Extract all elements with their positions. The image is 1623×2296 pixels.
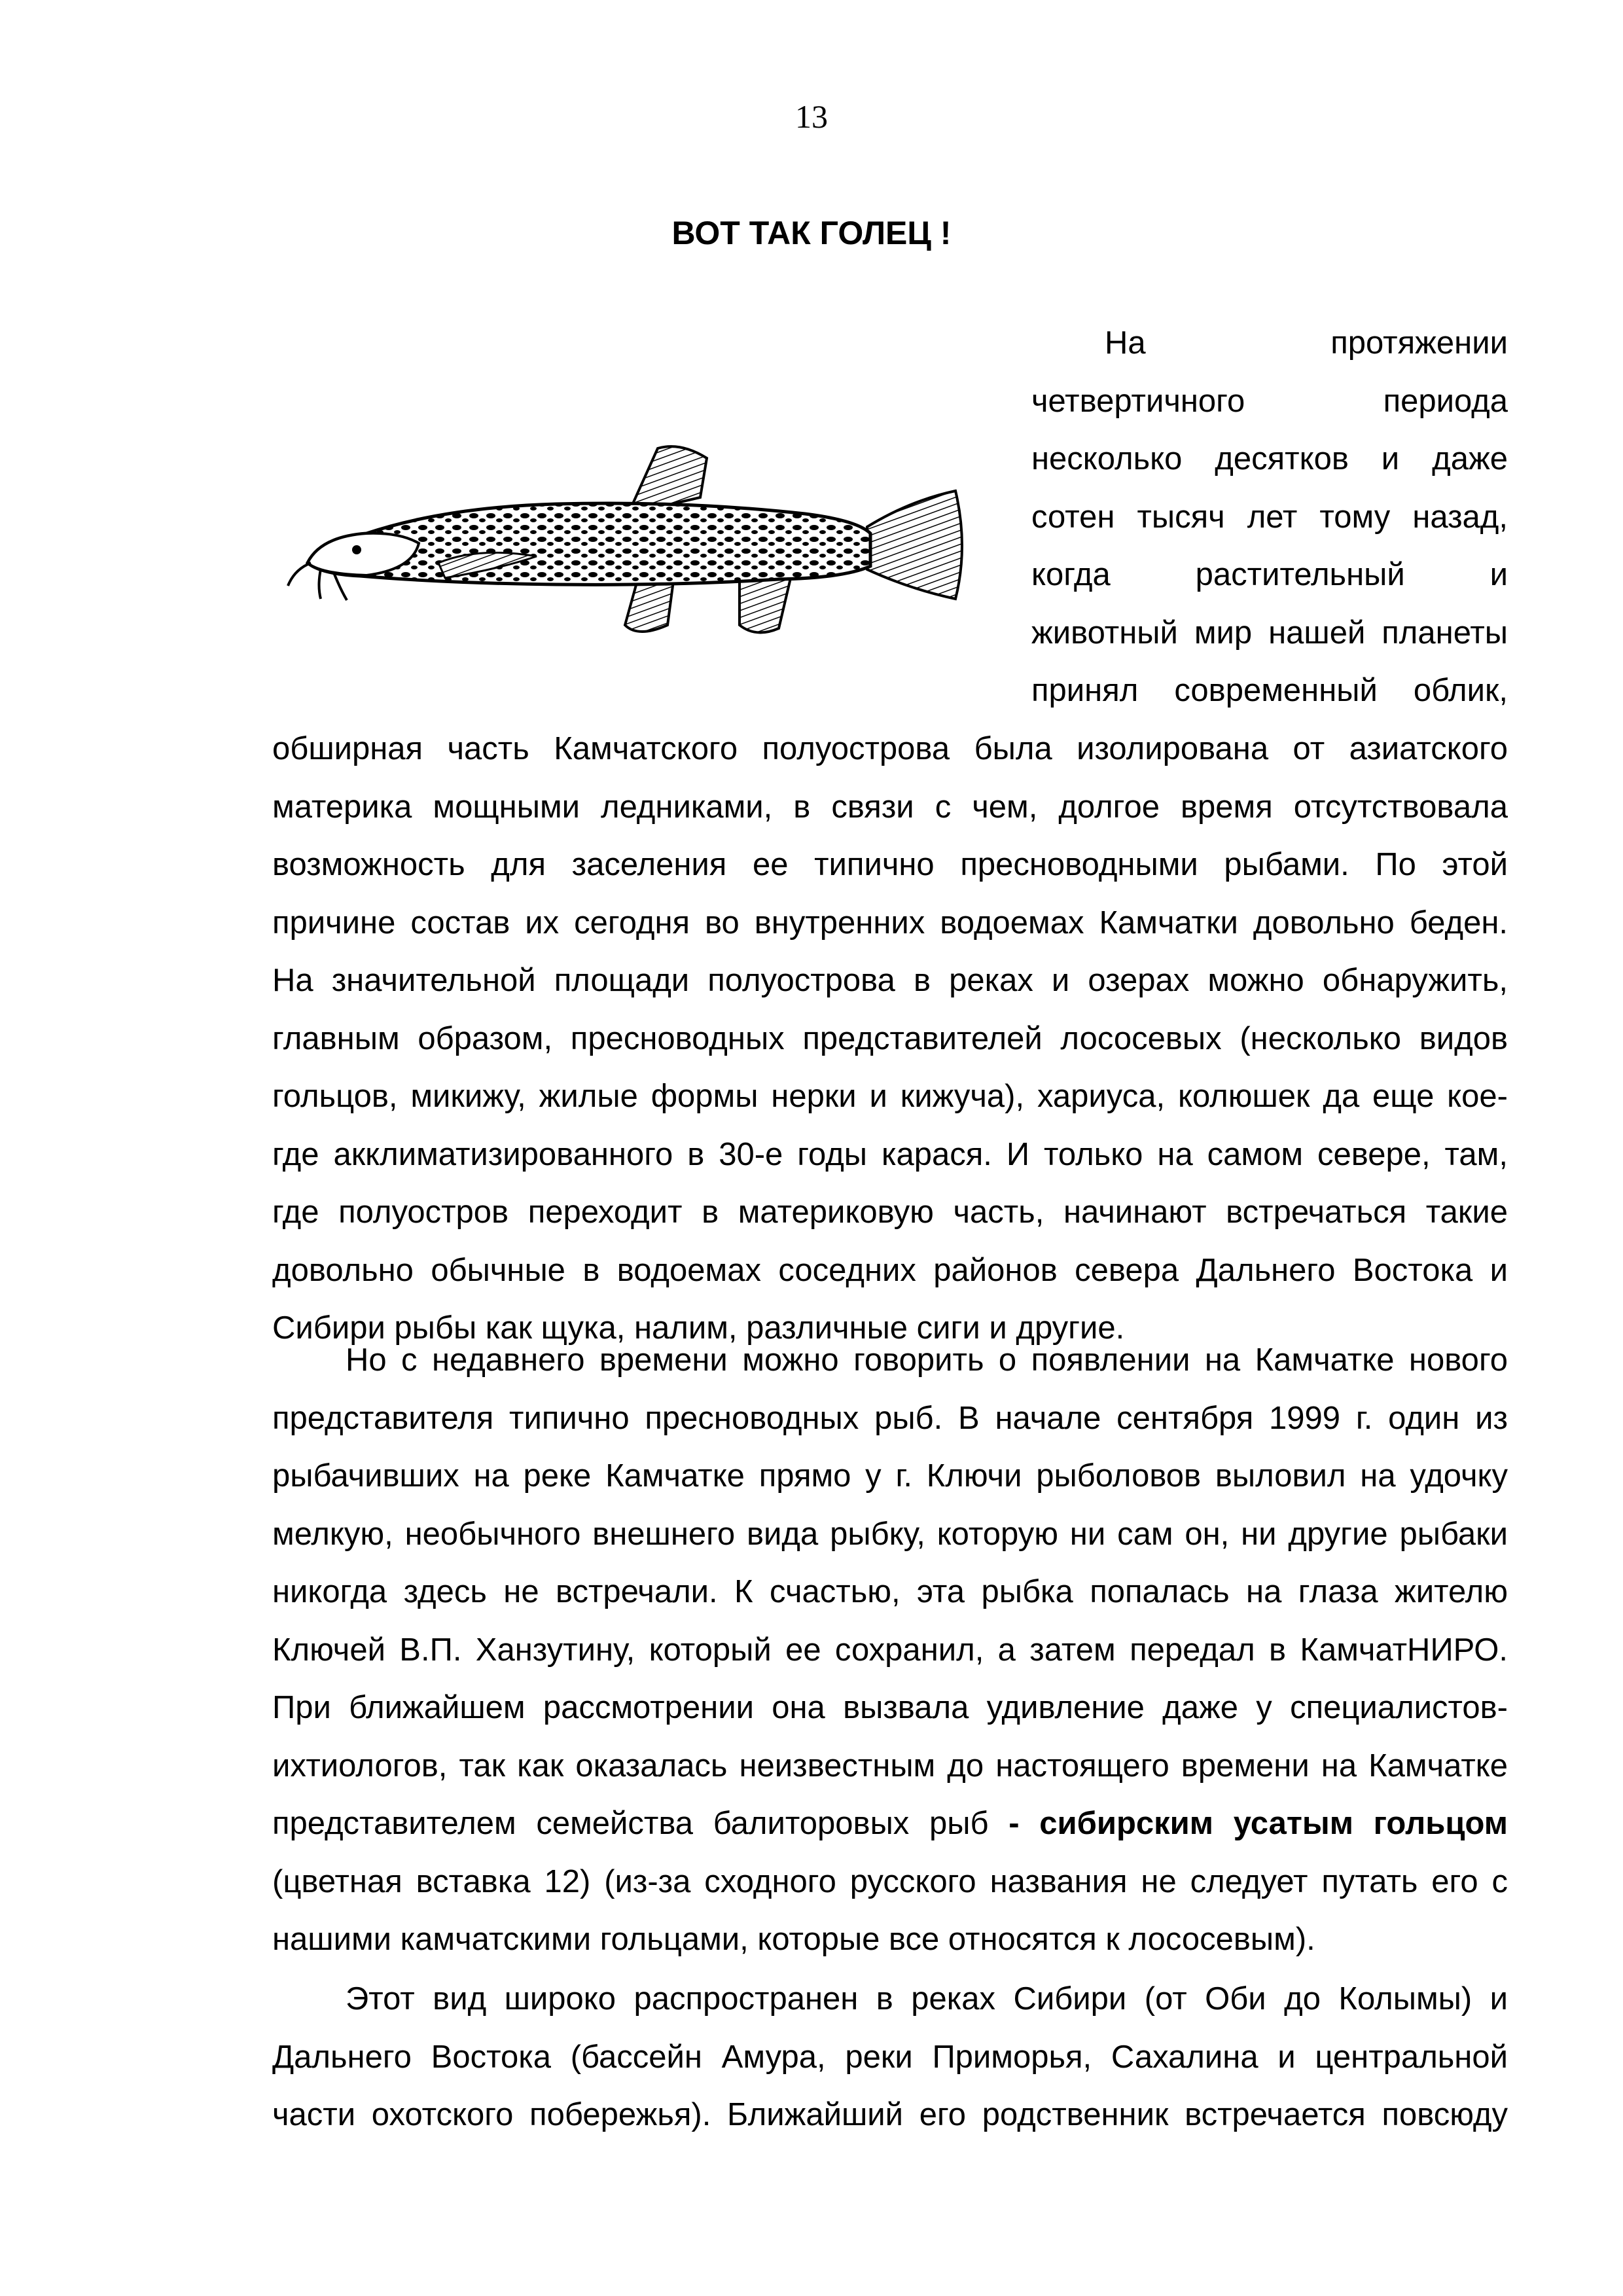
paragraph-1-wrapped-intro (1031, 314, 1508, 720)
text-line: части охотского побережья). Ближайший его родственник встречается повсюду (272, 2097, 1508, 2132)
text-line: При ближайшем рассмотрении она вызвала удивление даже у специалистов- (272, 1690, 1508, 1725)
text-line: (цветная вставка 12) (из-за сходного русского названия не следует путать его с (272, 1863, 1508, 1899)
species-name-bold: - сибирским усатым гольцом (1008, 1806, 1508, 1841)
text-segment: представителем семейства балиторовых рыб (272, 1806, 1009, 1841)
text-line: когда растительный и (1031, 557, 1508, 592)
text-line: гольцов, микижу, жилые формы нерки и кижуча), хариуса, колюшек да еще кое- (272, 1079, 1508, 1114)
text-line: Сибири рыбы как щука, налим, различные сиги и другие. (272, 1310, 1125, 1346)
page-number: 13 (795, 98, 828, 135)
text-line: обширная часть Камчатского полуострова была изолирована от азиатского (272, 731, 1508, 766)
text-line: Этот вид широко распространен в реках Сибири (от Оби до Колымы) и (346, 1981, 1508, 2017)
text-line: несколько десятков и даже (1031, 441, 1508, 476)
text-line: мелкую, необычного внешнего вида рыбку, которую ни сам он, ни другие рыбаки (272, 1516, 1508, 1552)
text-line: сотен тысяч лет тому назад, (1031, 499, 1508, 535)
text-line: На значительной площади полуострова в реках и озерах можно обнаружить, (272, 963, 1508, 998)
text-line: причине состав их сегодня во внутренних водоемах Камчатки довольно беден. (272, 905, 1508, 941)
text-line: где полуостров переходит в материковую часть, начинают встречаться такие (272, 1194, 1508, 1230)
text-line: животный мир нашей планеты (1031, 615, 1508, 651)
text-line: довольно обычные в водоемах соседних районов севера Дальнего Востока и (272, 1252, 1508, 1288)
text-line: Дальнего Востока (бассейн Амура, реки Приморья, Сахалина и центральной (272, 2039, 1508, 2075)
text-line: Но с недавнего времени можно говорить о появлении на Камчатке нового (346, 1342, 1508, 1378)
text-line: четвертичного периода (1031, 383, 1508, 419)
text-line: Ключей В.П. Ханзутину, который ее сохранил, а затем передал в КамчатНИРО. (272, 1632, 1508, 1668)
paragraph-2 (272, 1331, 1508, 1969)
paragraph-1-body (272, 720, 1508, 1357)
text-line: никогда здесь не встречали. К счастью, эта рыбка попалась на глаза жителю (272, 1574, 1508, 1609)
text-line-with-bold (272, 1795, 1508, 1853)
text-line: рыбачивших на реке Камчатке прямо у г. Ключи рыболовов выловил на удочку (272, 1458, 1508, 1494)
text-line: материка мощными ледниками, в связи с чем, долгое время отсутствовала (272, 789, 1508, 825)
page-title: ВОТ ТАК ГОЛЕЦ ! (671, 215, 952, 251)
text-line: принял современный облик, (1031, 673, 1508, 708)
text-line: На протяжении (1105, 325, 1508, 361)
paragraph-3 (272, 1970, 1508, 2144)
text-line: возможность для заселения ее типично пресноводными рыбами. По этой (272, 847, 1508, 882)
text-line: где акклиматизированного в 30-е годы карася. И только на самом севере, там, (272, 1136, 1508, 1172)
text-line: главным образом, пресноводных представителей лососевых (несколько видов (272, 1020, 1508, 1056)
fish-illustration-icon (281, 429, 969, 664)
text-line: ихтиологов, так как оказалась неизвестным до настоящего времени на Камчатке (272, 1748, 1508, 1784)
text-line: представителя типично пресноводных рыб. В начале сентября 1999 г. один из (272, 1400, 1508, 1436)
text-line: нашими камчатскими гольцами, которые все относятся к лососевым). (272, 1922, 1315, 1957)
